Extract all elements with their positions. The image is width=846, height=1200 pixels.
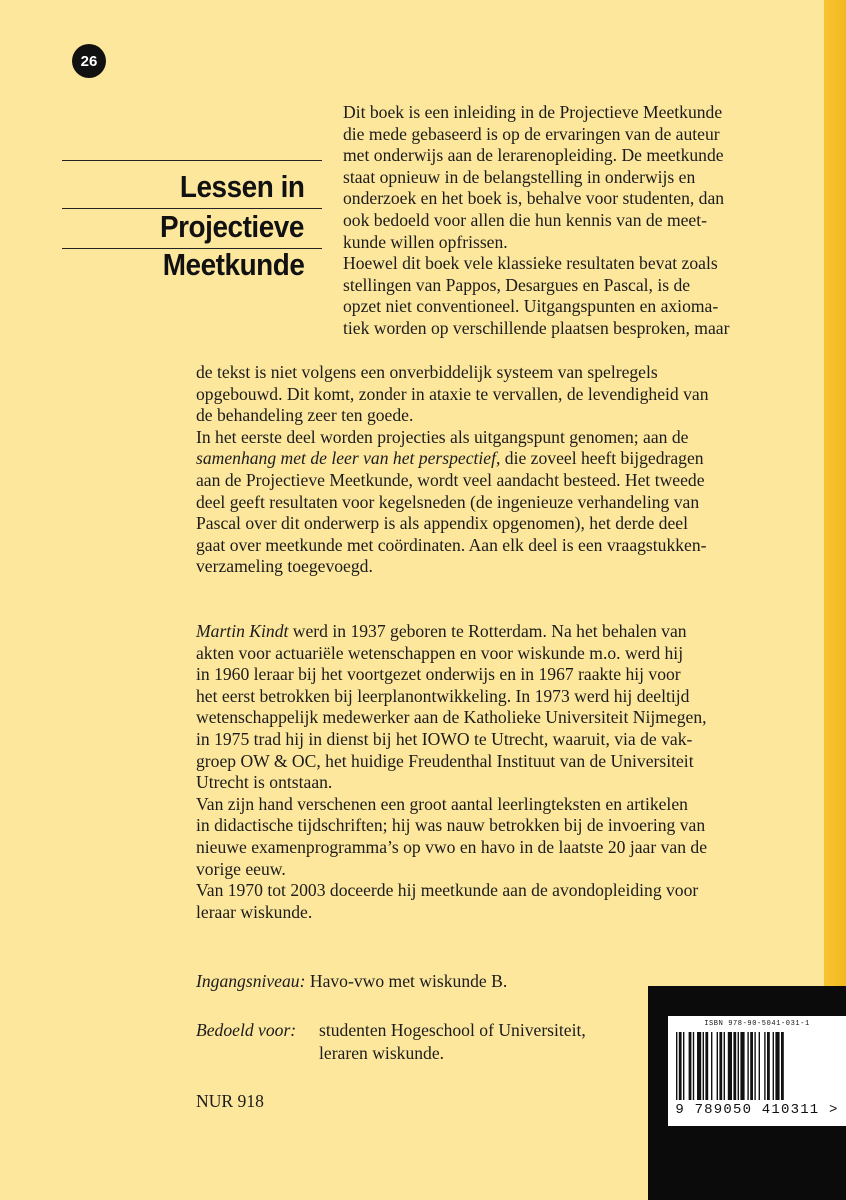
biography-text: werd in 1937 geboren te Rotterdam. Na het behalen van [288, 621, 687, 641]
description-text: gaat over meetkunde met coördinaten. Aan elk deel is een vraagstukken- [196, 534, 707, 555]
barcode-bar [759, 1032, 760, 1100]
barcode-panel [648, 986, 846, 1200]
intro-text: die mede gebaseerd is op de ervaringen van de auteur [343, 123, 720, 144]
description-text: In het eerste deel worden projecties als uitgangspunt genomen; aan de [196, 426, 689, 447]
biography-line [196, 837, 707, 859]
intro-line [343, 232, 729, 254]
biography-line [196, 859, 707, 881]
description-paragraph [196, 362, 709, 578]
barcode-bar [683, 1032, 684, 1100]
description-text: deel geeft resultaten voor kegelsneden (de ingenieuze verhandeling van [196, 491, 700, 512]
barcode-bar [754, 1032, 755, 1100]
barcode-bar [693, 1032, 694, 1100]
barcode-bar [703, 1032, 704, 1100]
barcode-bar [697, 1032, 701, 1100]
biography-text: het eerst betrokken bij leerplanontwikkeling. In 1973 werd hij deeltijd [196, 685, 690, 706]
description-line [196, 470, 709, 492]
biography-text: vorige eeuw. [196, 858, 286, 879]
intro-line [343, 124, 729, 146]
barcode-bars [676, 1032, 840, 1100]
biography-line [196, 643, 707, 665]
barcode-bar [750, 1032, 753, 1100]
biography-text: Utrecht is ontstaan. [196, 772, 333, 793]
biography-line [196, 621, 707, 643]
title-rule-1 [62, 160, 322, 161]
barcode-bar [773, 1032, 774, 1100]
intro-line [343, 275, 729, 297]
entry-level [196, 971, 507, 992]
barcode-bar [740, 1032, 744, 1100]
biography-italic-text: Martin Kindt [196, 621, 289, 641]
biography-text: groep OW & OC, het huidige Freudenthal Instituut van de Universiteit [196, 750, 694, 771]
description-text: de behandeling zeer ten goede. [196, 405, 414, 426]
description-line [196, 535, 709, 557]
intended-for-audience-2: leraren wiskunde. [319, 1043, 445, 1063]
barcode-bar [717, 1032, 718, 1100]
biography-line [196, 794, 707, 816]
description-text: opgebouwd. Dit komt, zonder in ataxie te vervallen, de levendigheid van [196, 383, 709, 404]
barcode-bar [738, 1032, 739, 1100]
intro-line [343, 167, 729, 189]
description-line [196, 448, 709, 470]
description-text: Pascal over dit onderwerp is als appendix opgenomen), het derde deel [196, 513, 688, 534]
description-text: verzameling toegevoegd. [196, 556, 373, 577]
biography-line [196, 664, 707, 686]
barcode-bar [775, 1032, 779, 1100]
intro-text: met onderwijs aan de lerarenopleiding. De meetkunde [343, 145, 724, 166]
title-line-3: Meetkunde [162, 247, 304, 282]
biography-line [196, 729, 707, 751]
biography-text: in didactische tijdschriften; hij was nauw betrokken bij de invoering van [196, 815, 706, 836]
biography-text: leraar wiskunde. [196, 901, 313, 922]
barcode-bar [724, 1032, 725, 1100]
series-number: 26 [80, 52, 98, 70]
entry-level-label: Ingangsniveau: [196, 971, 306, 991]
intro-line [343, 102, 729, 124]
series-number-badge [72, 44, 106, 78]
description-line [196, 513, 709, 535]
nur-code: NUR 918 [196, 1091, 264, 1111]
biography-text: Van zijn hand verschenen een groot aantal leerlingteksten en artikelen [196, 793, 688, 814]
intro-text: tiek worden op verschillende plaatsen besproken, maar [343, 317, 730, 338]
intended-for [196, 1020, 296, 1041]
biography-text: wetenschappelijk medewerker aan de Katholieke Universiteit Nijmegen, [196, 707, 707, 728]
description-line [196, 492, 709, 514]
intro-text: stellingen van Pappos, Desargues en Pascal, is de [343, 274, 691, 295]
barcode-bar [764, 1032, 765, 1100]
intro-text: staat opnieuw in de belangstelling in onderwijs en [343, 166, 696, 187]
description-italic-text: samenhang met de leer van het perspectief [196, 448, 496, 469]
title-line-2: Projectieve [160, 209, 304, 244]
intro-line [343, 210, 729, 232]
biography-text: in 1960 leraar bij het voortgezet onderwijs en in 1967 raakte hij voor [196, 664, 681, 685]
description-line [196, 427, 709, 449]
author-biography [196, 621, 707, 923]
description-text: de tekst is niet volgens een onverbiddelijk systeem van spelregels [196, 362, 658, 382]
biography-line [196, 880, 707, 902]
intro-text: onderzoek en het boek is, behalve voor studenten, dan [343, 188, 725, 209]
barcode-bar [705, 1032, 708, 1100]
entry-level-value: Havo-vwo met wiskunde B. [309, 971, 508, 991]
biography-line [196, 707, 707, 729]
barcode-bar [711, 1032, 712, 1100]
isbn-text: ISBN 978-90-5041-031-1 [704, 1020, 810, 1028]
biography-line [196, 686, 707, 708]
barcode-bar [679, 1032, 682, 1100]
barcode-bar [733, 1032, 736, 1100]
title-line-1: Lessen in [179, 169, 304, 204]
barcode-label [668, 1016, 846, 1126]
intro-line [343, 145, 729, 167]
barcode-bar [767, 1032, 770, 1100]
intro-text: Dit boek is een inleiding in de Projectieve Meetkunde [343, 102, 723, 122]
biography-text: nieuwe examenprogramma’s op vwo en havo in de laatste 20 jaar van de [196, 836, 708, 857]
intended-for-audience-1: studenten Hogeschool of Universiteit, [319, 1020, 586, 1040]
biography-line [196, 815, 707, 837]
biography-line [196, 902, 707, 924]
intro-text: ook bedoeld voor allen die hun kennis van de meet- [343, 209, 707, 230]
barcode-bar [719, 1032, 722, 1100]
intro-line [343, 253, 729, 275]
intro-text: opzet niet conventioneel. Uitgangspunten en axioma- [343, 296, 719, 317]
intro-line [343, 188, 729, 210]
biography-line [196, 772, 707, 794]
description-line [196, 405, 709, 427]
barcode-bar [676, 1032, 677, 1100]
barcode-bar [781, 1032, 784, 1100]
description-line [196, 362, 709, 384]
description-line [196, 384, 709, 406]
biography-text: Van 1970 tot 2003 doceerde hij meetkunde aan de avondopleiding voor [196, 880, 699, 901]
barcode-bar [728, 1032, 732, 1100]
description-text: , die zoveel heeft bijgedragen [495, 448, 704, 469]
barcode-digits: 9 789050 410311 > [675, 1102, 839, 1118]
intro-line [343, 296, 729, 318]
description-text: aan de Projectieve Meetkunde, wordt veel aandacht besteed. Het tweede [196, 469, 705, 490]
intro-text: Hoewel dit boek vele klassieke resultaten bevat zoals [343, 253, 718, 274]
biography-line [196, 751, 707, 773]
biography-text: akten voor actuariële wetenschappen en voor wiskunde m.o. werd hij [196, 642, 684, 663]
intro-text: kunde willen opfrissen. [343, 231, 508, 252]
intended-for-label: Bedoeld voor: [196, 1020, 297, 1040]
intro-line [343, 318, 729, 340]
barcode-bar [689, 1032, 692, 1100]
description-line [196, 556, 709, 578]
biography-text: in 1975 trad hij in dienst bij het IOWO te Utrecht, waaruit, via de vak- [196, 728, 693, 749]
intro-paragraph [343, 102, 729, 340]
barcode-bar [747, 1032, 748, 1100]
